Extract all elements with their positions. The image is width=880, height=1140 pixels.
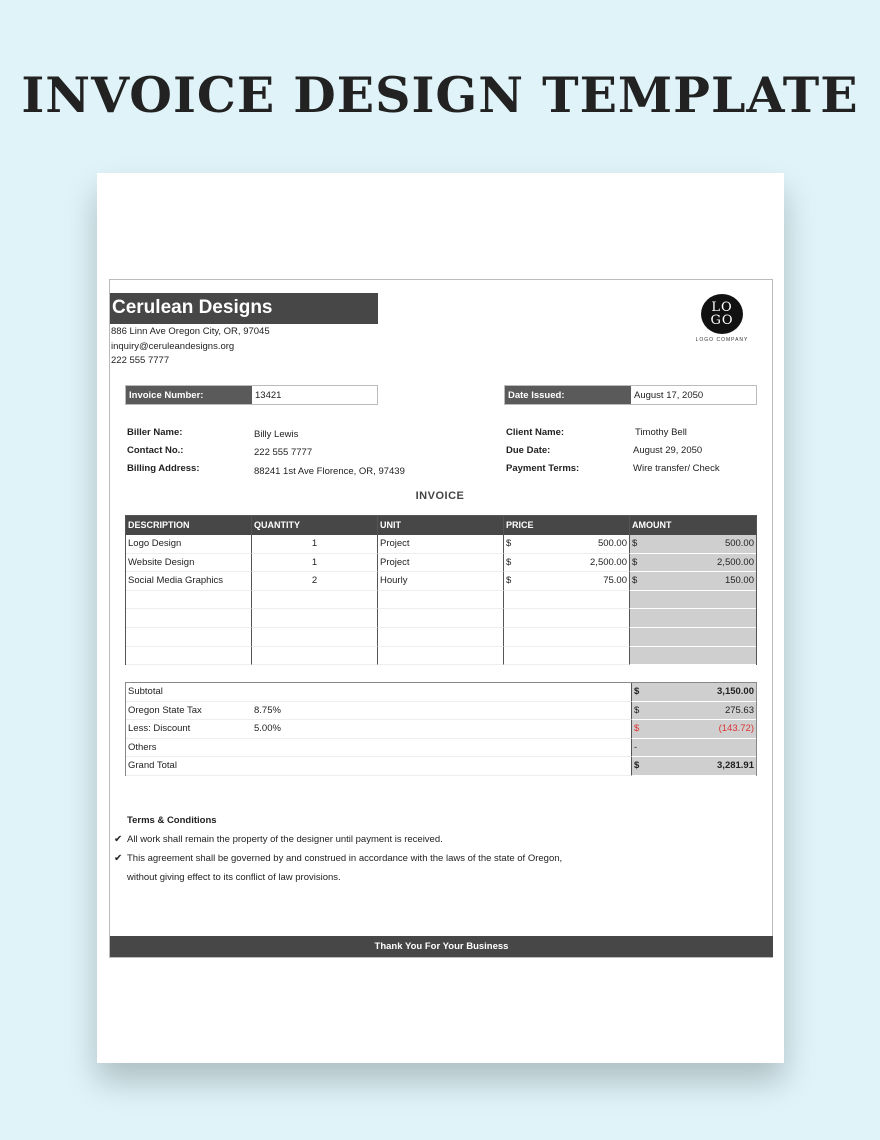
billing-address-label: Billing Address: <box>127 463 200 474</box>
terms-title: Terms & Conditions <box>127 815 217 826</box>
table-row <box>126 554 756 573</box>
contact-label: Contact No.: <box>127 445 184 456</box>
currency-symbol: $ <box>506 556 512 568</box>
totals-percent: 5.00% <box>252 720 631 739</box>
amount-value: 500.00 <box>724 538 754 549</box>
totals-table <box>125 682 757 776</box>
table-row <box>126 628 756 647</box>
company-address: 886 Linn Ave Oregon City, OR, 97045 <box>111 326 270 337</box>
table-row <box>126 591 756 610</box>
payment-terms-label: Payment Terms: <box>506 463 580 474</box>
client-name: Timothy Bell <box>635 427 687 438</box>
currency-symbol: $ <box>634 760 640 771</box>
amount-value: 150.00 <box>724 575 754 587</box>
totals-percent <box>252 683 631 702</box>
invoice-heading: INVOICE <box>415 490 465 502</box>
totals-label: Subtotal <box>126 683 252 702</box>
cell-description <box>126 609 252 628</box>
cell-price <box>504 535 630 554</box>
cell-price <box>504 609 630 628</box>
cell-amount <box>630 628 756 647</box>
cell-description: Social Media Graphics <box>126 572 252 591</box>
cell-unit: Project <box>378 535 504 554</box>
totals-row <box>126 757 756 776</box>
cell-price <box>504 591 630 610</box>
amount-value: 2,500.00 <box>717 556 754 568</box>
currency-symbol: $ <box>634 723 640 734</box>
date-issued-label: Date Issued: <box>505 386 631 404</box>
biller-name-label: Biller Name: <box>127 427 183 438</box>
totals-row <box>126 683 756 702</box>
cell-amount <box>630 554 756 573</box>
logo-caption: LOGO COMPANY <box>695 337 749 343</box>
due-date: August 29, 2050 <box>633 445 703 456</box>
totals-row <box>126 720 756 739</box>
currency-symbol: $ <box>634 704 640 716</box>
cell-price <box>504 647 630 666</box>
header-quantity: QUANTITY <box>252 516 378 535</box>
date-issued-field <box>504 385 757 405</box>
cell-amount <box>630 535 756 554</box>
currency-symbol: $ <box>634 686 640 697</box>
cell-quantity <box>252 647 378 666</box>
payment-terms: Wire transfer/ Check <box>633 463 720 474</box>
cell-unit <box>378 628 504 647</box>
company-phone: 222 555 7777 <box>111 355 170 366</box>
totals-percent <box>252 739 631 758</box>
cell-description <box>126 628 252 647</box>
table-header <box>126 516 756 535</box>
date-issued-value[interactable]: August 17, 2050 <box>631 386 756 404</box>
term-text: All work shall remain the property of the designer until payment is received. <box>127 834 443 845</box>
cell-quantity: 1 <box>252 535 378 554</box>
currency-symbol: $ <box>632 538 638 549</box>
cell-quantity: 2 <box>252 572 378 591</box>
cell-unit <box>378 591 504 610</box>
totals-row <box>126 739 756 758</box>
cell-amount <box>630 609 756 628</box>
contact-value: 222 555 7777 <box>254 447 313 458</box>
price-value: 2,500.00 <box>590 556 627 568</box>
footer-banner: Thank You For Your Business <box>110 936 773 957</box>
company-name: Cerulean Designs <box>110 293 378 324</box>
cell-price <box>504 572 630 591</box>
cell-unit <box>378 647 504 666</box>
term-continuation: without giving effect to its conflict of law provisions. <box>127 872 341 883</box>
table-row <box>126 609 756 628</box>
cell-quantity: 1 <box>252 554 378 573</box>
currency-symbol: $ <box>632 575 638 587</box>
totals-percent: 8.75% <box>252 702 631 721</box>
table-row <box>126 647 756 666</box>
price-value: 75.00 <box>603 575 627 587</box>
items-table <box>125 515 757 665</box>
totals-value: 3,150.00 <box>717 686 754 697</box>
totals-percent <box>252 757 631 776</box>
totals-label: Less: Discount <box>126 720 252 739</box>
totals-amount <box>631 739 756 758</box>
header-amount: AMOUNT <box>632 520 672 530</box>
totals-label: Grand Total <box>126 757 252 776</box>
totals-label: Oregon State Tax <box>126 702 252 721</box>
cell-quantity <box>252 628 378 647</box>
cell-amount <box>630 572 756 591</box>
header-unit: UNIT <box>378 516 504 535</box>
company-logo: LO GO <box>701 294 743 334</box>
company-email: inquiry@ceruleandesigns.org <box>111 341 235 352</box>
table-row <box>126 572 756 591</box>
biller-name: Billy Lewis <box>254 429 299 440</box>
totals-amount <box>631 702 756 721</box>
page-title: INVOICE DESIGN TEMPLATE <box>21 66 859 124</box>
invoice-number-field <box>125 385 378 405</box>
term-text: This agreement shall be governed by and construed in accordance with the laws of the state of Oregon, <box>127 853 563 864</box>
term-item <box>114 853 562 864</box>
invoice-number-label: Invoice Number: <box>126 386 252 404</box>
currency-symbol: $ <box>632 556 638 568</box>
invoice-number-value[interactable]: 13421 <box>252 386 377 404</box>
cell-description: Logo Design <box>126 535 252 554</box>
client-name-label: Client Name: <box>506 427 565 438</box>
cell-price <box>504 628 630 647</box>
table-row <box>126 535 756 554</box>
cell-quantity <box>252 591 378 610</box>
totals-value: 3,281.91 <box>717 760 754 771</box>
check-icon: ✔ <box>114 853 123 864</box>
currency-symbol: $ <box>506 575 512 587</box>
due-date-label: Due Date: <box>506 445 551 456</box>
totals-value: 275.63 <box>724 704 754 716</box>
cell-price <box>504 554 630 573</box>
totals-row <box>126 702 756 721</box>
totals-amount <box>631 720 756 739</box>
cell-quantity <box>252 609 378 628</box>
term-item <box>114 834 443 845</box>
cell-description: Website Design <box>126 554 252 573</box>
totals-amount <box>631 683 756 702</box>
totals-amount <box>631 757 756 776</box>
cell-description <box>126 591 252 610</box>
header-price: PRICE <box>504 516 630 535</box>
totals-label: Others <box>126 739 252 758</box>
cell-amount <box>630 591 756 610</box>
totals-value: (143.72) <box>718 723 754 734</box>
cell-unit <box>378 609 504 628</box>
price-value: 500.00 <box>597 538 627 549</box>
cell-description <box>126 647 252 666</box>
cell-unit: Hourly <box>378 572 504 591</box>
cell-unit: Project <box>378 554 504 573</box>
header-description: DESCRIPTION <box>126 516 252 535</box>
billing-address: 88241 1st Ave Florence, OR, 97439 <box>254 466 405 477</box>
currency-symbol: $ <box>506 538 512 549</box>
cell-amount <box>630 647 756 666</box>
currency-symbol: - <box>634 741 638 753</box>
check-icon: ✔ <box>114 834 123 845</box>
